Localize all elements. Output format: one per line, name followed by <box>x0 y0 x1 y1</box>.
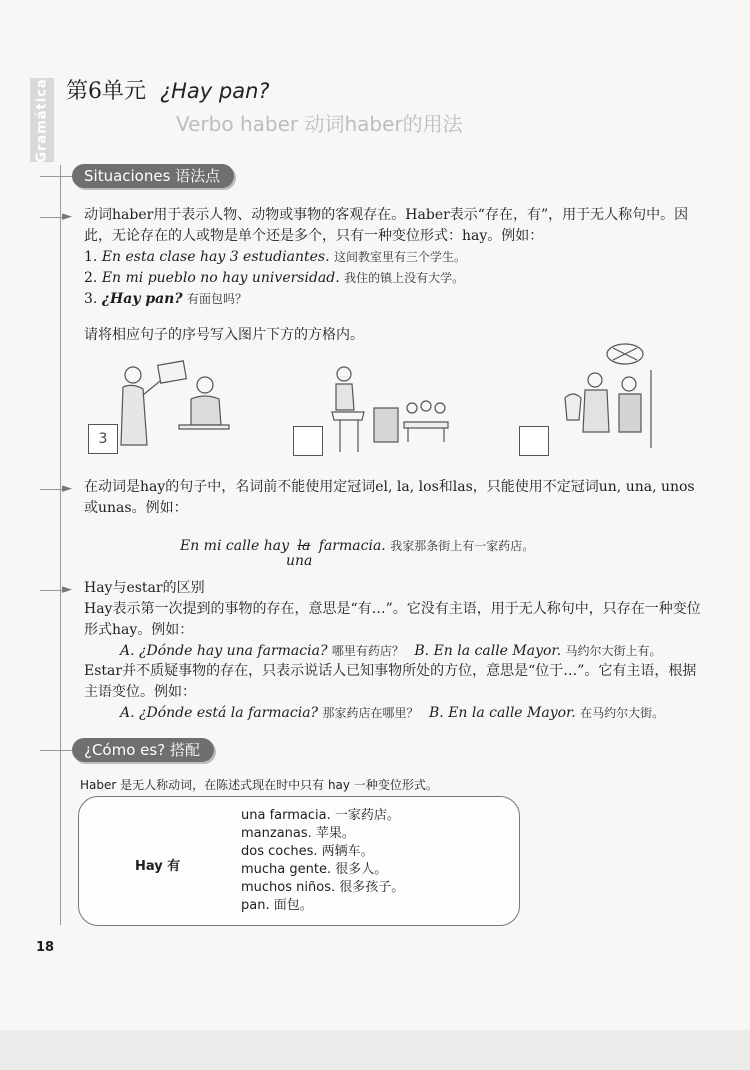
article-example-cn: 我家那条街上有一家药店。 <box>390 539 535 553</box>
collocation-list <box>241 807 404 915</box>
example-2-cn: 我住的镇上没有大学。 <box>344 271 465 285</box>
example-1-num: 1. <box>84 249 98 265</box>
article-example-after: farmacia. <box>318 538 386 554</box>
answer-box-1[interactable]: 3 <box>88 424 118 454</box>
example-2-es: En mi pueblo no hay universidad. <box>101 270 340 286</box>
article-correction: una <box>286 553 313 569</box>
article-example <box>180 536 534 557</box>
unit-label: 第6单元 <box>66 79 146 104</box>
collocation-box <box>78 796 520 926</box>
list-item: mucha gente. 很多人。 <box>241 862 388 877</box>
example-3-cn: 有面包吗？ <box>187 292 248 306</box>
article-example-before: En mi calle hay <box>180 538 290 554</box>
section-pill-como-es: ¿Cómo es? 搭配 <box>72 738 214 762</box>
unit-title: ¿Hay pan? <box>160 79 270 103</box>
estar-example-a-cn: 那家药店在哪里？ <box>322 706 419 720</box>
bullet-arrow-icon: ► <box>62 582 72 597</box>
page-title <box>66 74 270 105</box>
example-3 <box>84 289 704 310</box>
collocation-intro: Haber 是无人称动词，在陈述式现在时中只有 hay 一种变位形式。 <box>80 778 438 792</box>
bullet-arrow-icon: ► <box>62 481 72 496</box>
bullet-arrow-icon: ► <box>62 209 72 224</box>
example-3-num: 3. <box>84 291 98 307</box>
estar-example-b: B. En la calle Mayor. <box>429 705 576 721</box>
illustration-students <box>318 362 458 458</box>
answer-box-3[interactable] <box>519 426 549 456</box>
side-tab <box>30 78 54 162</box>
page-subtitle: Verbo haber 动词haber的用法 <box>176 112 463 136</box>
hay-explanation: Hay表示第一次提到的事物的存在，意思是“有…”。它没有主语，用于无人称句中，只存在一种变位形式hay。例如： <box>84 601 701 638</box>
compare-title: Hay与estar的区别 <box>84 580 205 596</box>
list-item: dos coches. 两辆车。 <box>241 844 374 859</box>
list-item: una farmacia. 一家药店。 <box>241 808 400 823</box>
list-item: pan. 面包。 <box>241 898 313 913</box>
estar-example <box>120 703 720 724</box>
list-item: muchos niños. 很多孩子。 <box>241 880 405 895</box>
example-2 <box>84 268 704 289</box>
example-2-num: 2. <box>84 270 98 286</box>
side-tab-label: Gramática <box>34 77 50 163</box>
estar-explanation: Estar并不质疑事物的存在，只表示说话人已知事物所处的方位，意思是“位于…”。它有主语，根据主语变位。例如： <box>84 663 697 700</box>
instruction: 请将相应句子的序号写入图片下方的方格内。 <box>84 327 364 343</box>
section-pill-situaciones: Situaciones 语法点 <box>72 164 234 188</box>
example-1-es: En esta clase hay 3 estudiantes. <box>101 249 330 265</box>
page-edge <box>0 1030 750 1070</box>
hay-example-a-cn: 哪里有药店？ <box>331 644 404 658</box>
illustration-shop <box>555 340 665 455</box>
hay-example-b-cn: 马约尔大街上有。 <box>565 644 662 658</box>
hay-example <box>120 641 720 662</box>
margin-rule <box>60 165 61 925</box>
list-item: manzanas. 苹果。 <box>241 826 355 841</box>
hay-example-b: B. En la calle Mayor. <box>414 643 562 659</box>
hay-example-a: A. ¿Dónde hay una farmacia? <box>120 643 328 659</box>
estar-example-b-cn: 在马约尔大街。 <box>580 706 665 720</box>
page-number: 18 <box>36 940 55 955</box>
example-1 <box>84 247 704 268</box>
example-1-cn: 这间教室里有三个学生。 <box>333 250 466 264</box>
intro-paragraph: 动词haber用于表示人物、动物或事物的客观存在。Haber表示“存在，有”，用于无人称句中。因此，无论存在的人或物是单个还是多个，只有一种变位形式：hay。例如： <box>84 207 689 244</box>
collocation-verb: Hay 有 <box>135 859 181 874</box>
example-3-es: ¿Hay pan? <box>101 291 183 307</box>
article-note: 在动词是hay的句子中，名词前不能使用定冠词el, la, los和las，只能使用不定冠词un, una, unos或unas。例如： <box>84 479 695 516</box>
crossed-article: la <box>297 538 311 554</box>
answer-box-2[interactable] <box>293 426 323 456</box>
estar-example-a: A. ¿Dónde está la farmacia? <box>120 705 319 721</box>
